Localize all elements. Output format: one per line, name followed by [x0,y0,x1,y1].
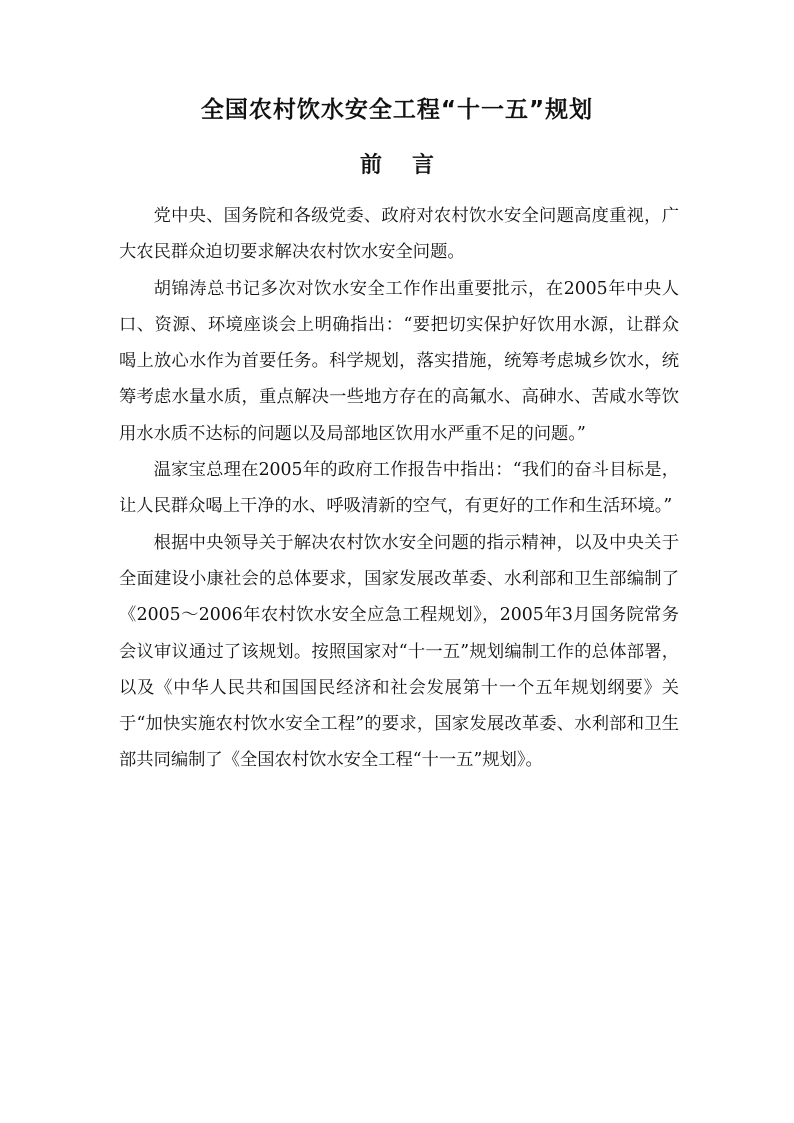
paragraph: 温家宝总理在2005年的政府工作报告中指出：“我们的奋斗目标是，让人民群众喝上干净的水、呼吸清新的空气，有更好的工作和生活环境。” [119,460,679,517]
paragraph: 胡锦涛总书记多次对饮水安全工作作出重要批示，在2005年中央人口、资源、环境座谈会上明确指出：“要把切实保护好饮用水源，让群众喝上放心水作为首要任务。科学规划，落实措施，统筹考虑城乡饮水，统筹考虑水量水质，重点解决一些地方存在的高氟水、高砷水、苦咸水等饮用水水质不达标的问题以及局部地区饮用水严重不足的问题。” [119,278,679,444]
paragraph: 根据中央领导关于解决农村饮水安全问题的指示精神，以及中央关于全面建设小康社会的总体要求，国家发展改革委、水利部和卫生部编制了《2005～2006年农村饮水安全应急工程规划》，2005年3月国务院常务会议审议通过了该规划。按照国家对“十一五”规划编制工作的总体部署，以及《中华人民共和国国民经济和社会发展第十一个五年规划纲要》关于“加快实施农村饮水安全工程”的要求，国家发展改革委、水利部和卫生部共同编制了《全国农村饮水安全工程“十一五”规划》。 [119,532,679,771]
document-title: 全国农村饮水安全工程“十一五”规划 [200,97,594,123]
preface-body [119,198,679,779]
paragraph: 党中央、国务院和各级党委、政府对农村饮水安全问题高度重视，广大农民群众迫切要求解决农村饮水安全问题。 [119,206,679,263]
preface-heading-char: 前 [359,153,382,178]
preface-heading-char: 言 [412,153,435,178]
preface-heading [0,150,794,182]
